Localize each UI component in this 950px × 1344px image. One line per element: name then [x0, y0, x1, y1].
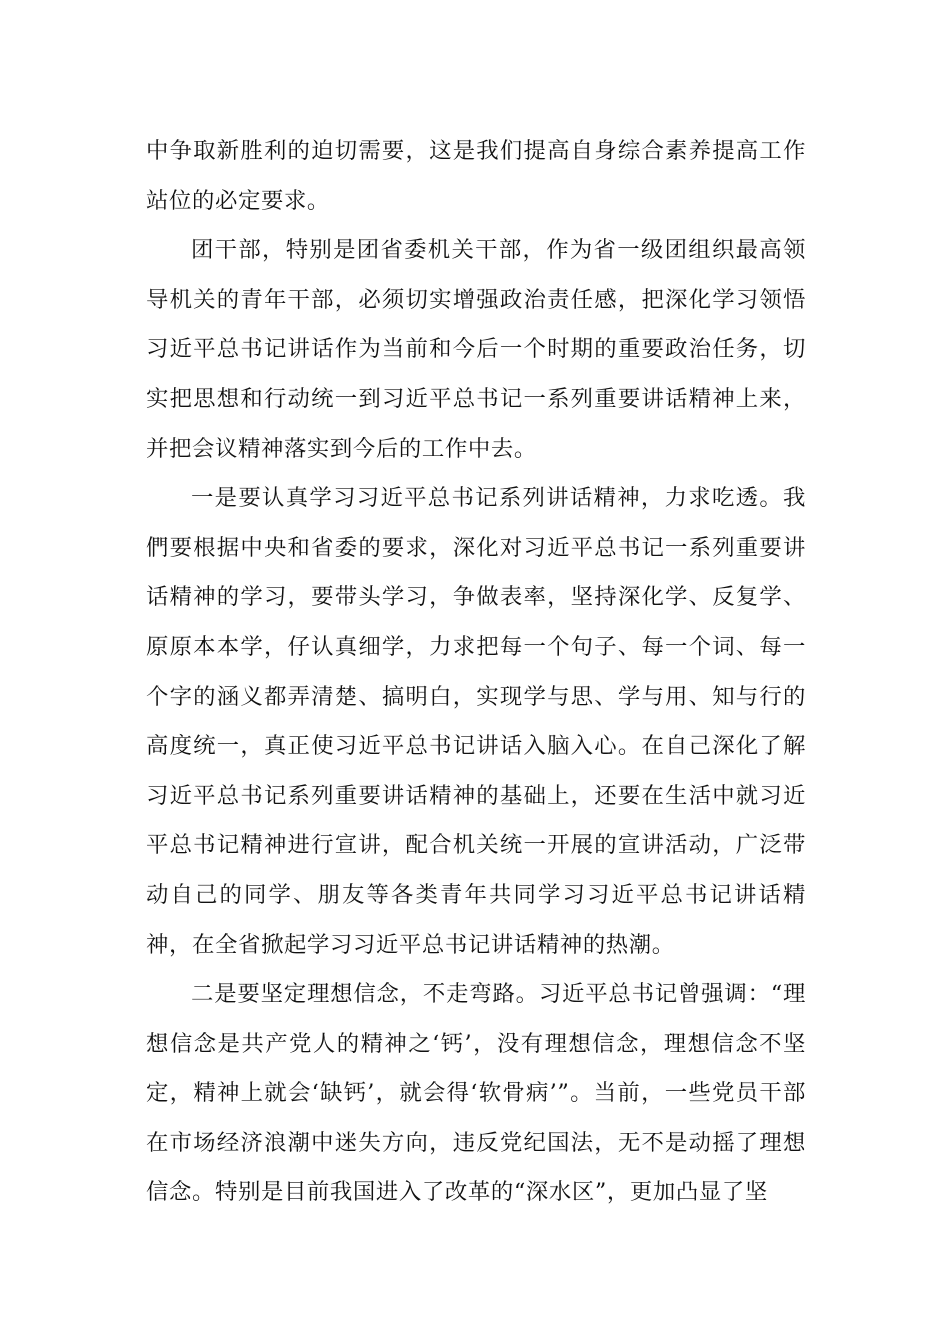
paragraph-continuation: 中争取新胜利的迫切需要，这是我们提高自身综合素养提高工作站位的必定要求。 — [146, 138, 806, 214]
paragraph-study-speeches: 一是要认真学习习近平总书记系列讲话精神，力求吃透。我們要根据中央和省委的要求，深化对习近平总书记一系列重要讲话精神的学习，要带头学习，争做表率，坚持深化学、反复学、原原本本学，仔认真细学，力求把每一个句子、每一个词、每一个字的涵义都弄清楚、搞明白，实现学与思、学与用、知与行的高度统一，真正使习近平总书记讲话入脑入心。在自己深化了解习近平总书记系列重要讲话精神的基础上，还要在生活中就习近平总书记精神进行宣讲，配合机关统一开展的宣讲活动，广泛带动自己的同学、朋友等各类青年共同学习习近平总书记讲话精神，在全省掀起学习习近平总书记讲话精神的热潮。 — [146, 485, 806, 958]
paragraph-ideals-beliefs: 二是要坚定理想信念，不走弯路。习近平总书记曾强调：“理想信念是共产党人的精神之‘钙’，没有理想信念，理想信念不坚定，精神上就会‘缺钙’，就会得‘软骨病’”。当前，一些党员干部在市场经济浪潮中迷失方向，违反党纪国法，无不是动摇了理想信念。特别是目前我国进入了改革的“深水区”，更加凸显了坚 — [146, 981, 806, 1206]
paragraph-cadre-duty: 团干部，特别是团省委机关干部，作为省一级团组织最高领导机关的青年干部，必须切实增强政治责任感，把深化学习领悟习近平总书记讲话作为当前和今后一个时期的重要政治任务，切实把思想和行动统一到习近平总书记一系列重要讲话精神上来，并把会议精神落实到今后的工作中去。 — [146, 237, 806, 462]
document-body — [146, 127, 806, 1218]
